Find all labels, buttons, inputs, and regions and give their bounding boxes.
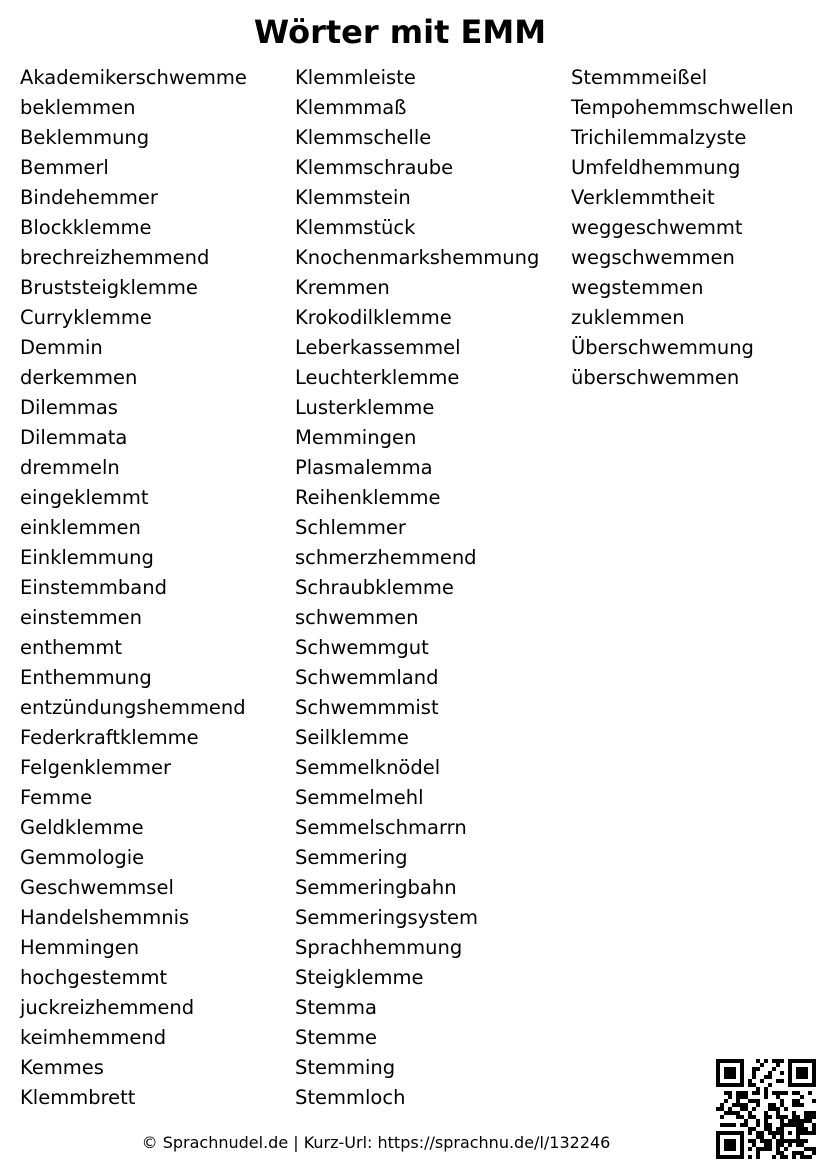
word-list-item: Akademikerschwemme [20,66,247,89]
word-list-item: Semmelmehl [295,786,424,809]
word-list-item: einstemmen [20,606,142,629]
word-list-item: Klemmschraube [295,156,454,179]
word-list-item: schwemmen [295,606,419,629]
word-list-item: Dilemmas [20,396,118,419]
word-list-item: schmerzhemmend [295,546,477,569]
word-list-item: zuklemmen [571,306,685,329]
word-list-item: Bindehemmer [20,186,158,209]
footer-link[interactable]: © Sprachnudel.de | Kurz-Url: https://sprachnu.de/l/132246 [141,1133,611,1152]
word-list-item: hochgestemmt [20,966,168,989]
word-list-item: Stemma [295,996,377,1019]
word-list-item: Dilemmata [20,426,128,449]
word-list-item: Tempohemmschwellen [571,96,794,119]
word-list-item: eingeklemmt [20,486,149,509]
word-list-item: beklemmen [20,96,136,119]
word-list-item: derkemmen [20,366,138,389]
word-list-item: Plasmalemma [295,456,433,479]
word-list-item: überschwemmen [571,366,740,389]
word-column-1 [20,63,247,1113]
word-column-2 [295,63,539,1113]
word-list-item: Semmelknödel [295,756,441,779]
word-list-item: keimhemmend [20,1026,167,1049]
word-list-item: Umfeldhemmung [571,156,741,179]
word-list-item: Semmeringsystem [295,906,479,929]
word-list-item: Kemmes [20,1056,104,1079]
word-list-item: entzündungshemmend [20,696,246,719]
word-list-item: Demmin [20,336,103,359]
word-list-item: Curryklemme [20,306,152,329]
word-list-item: Schlemmer [295,516,406,539]
word-list-item: brechreizhemmend [20,246,210,269]
word-list-item: Klemmleiste [295,66,416,89]
word-list-item: juckreizhemmend [20,996,195,1019]
word-list-item: Klemmbrett [20,1086,136,1109]
word-list-item: Geldklemme [20,816,144,839]
word-list-item: Klemmstück [295,216,416,239]
word-list-item: Bruststeigklemme [20,276,198,299]
word-list-item: Femme [20,786,93,809]
word-list-item: Enthemmung [20,666,152,689]
word-list-item: Reihenklemme [295,486,441,509]
word-list-item: Schwemmgut [295,636,429,659]
word-list-item: Stemme [295,1026,378,1049]
word-list-item: Steigklemme [295,966,424,989]
word-list-item: Klemmmaß [295,96,407,119]
word-list-item: wegstemmen [571,276,704,299]
word-list-item: Klemmstein [295,186,411,209]
word-list-item: Gemmologie [20,846,145,869]
word-list-item: Überschwemmung [571,336,754,359]
word-list-item: Felgenklemmer [20,756,172,779]
word-list-item: Schwemmland [295,666,439,689]
word-list-item: Sprachhemmung [295,936,463,959]
qr-code-icon [716,1059,816,1159]
word-list-item: Blockklemme [20,216,152,239]
word-list-item: Geschwemmsel [20,876,174,899]
word-list-item: Lusterklemme [295,396,435,419]
word-list-item: Verklemmtheit [571,186,715,209]
word-list-item: Krokodilklemme [295,306,452,329]
word-list-item: wegschwemmen [571,246,735,269]
word-list-item: Trichilemmalzyste [571,126,747,149]
word-list-item: Handelshemmnis [20,906,190,929]
word-list-item: einklemmen [20,516,141,539]
word-list-item: dremmeln [20,456,120,479]
word-list-item: Stemmloch [295,1086,406,1109]
word-list-item: Schraubklemme [295,576,454,599]
word-list-item: Stemmmeißel [571,66,708,89]
word-list-item: Bemmerl [20,156,109,179]
word-list-item: Einstemmband [20,576,167,599]
word-list-item: Hemmingen [20,936,140,959]
word-list-item: Schwemmmist [295,696,439,719]
word-list-item: Beklemmung [20,126,150,149]
word-list-item: enthemmt [20,636,122,659]
word-list-item: Federkraftklemme [20,726,199,749]
word-list-item: weggeschwemmt [571,216,743,239]
word-list-item: Semmeringbahn [295,876,457,899]
word-column-3 [571,63,794,393]
word-list-item: Semmelschmarrn [295,816,467,839]
word-list-item: Memmingen [295,426,417,449]
word-list-item: Kremmen [295,276,390,299]
word-list-item: Stemming [295,1056,396,1079]
word-list-item: Seilklemme [295,726,409,749]
page-title: Wörter mit EMM [253,13,547,51]
word-list-item: Knochenmarkshemmung [295,246,540,269]
word-list-item: Semmering [295,846,408,869]
word-list-item: Einklemmung [20,546,154,569]
word-list-item: Leberkassemmel [295,336,461,359]
word-list-item: Leuchterklemme [295,366,460,389]
word-list-item: Klemmschelle [295,126,432,149]
